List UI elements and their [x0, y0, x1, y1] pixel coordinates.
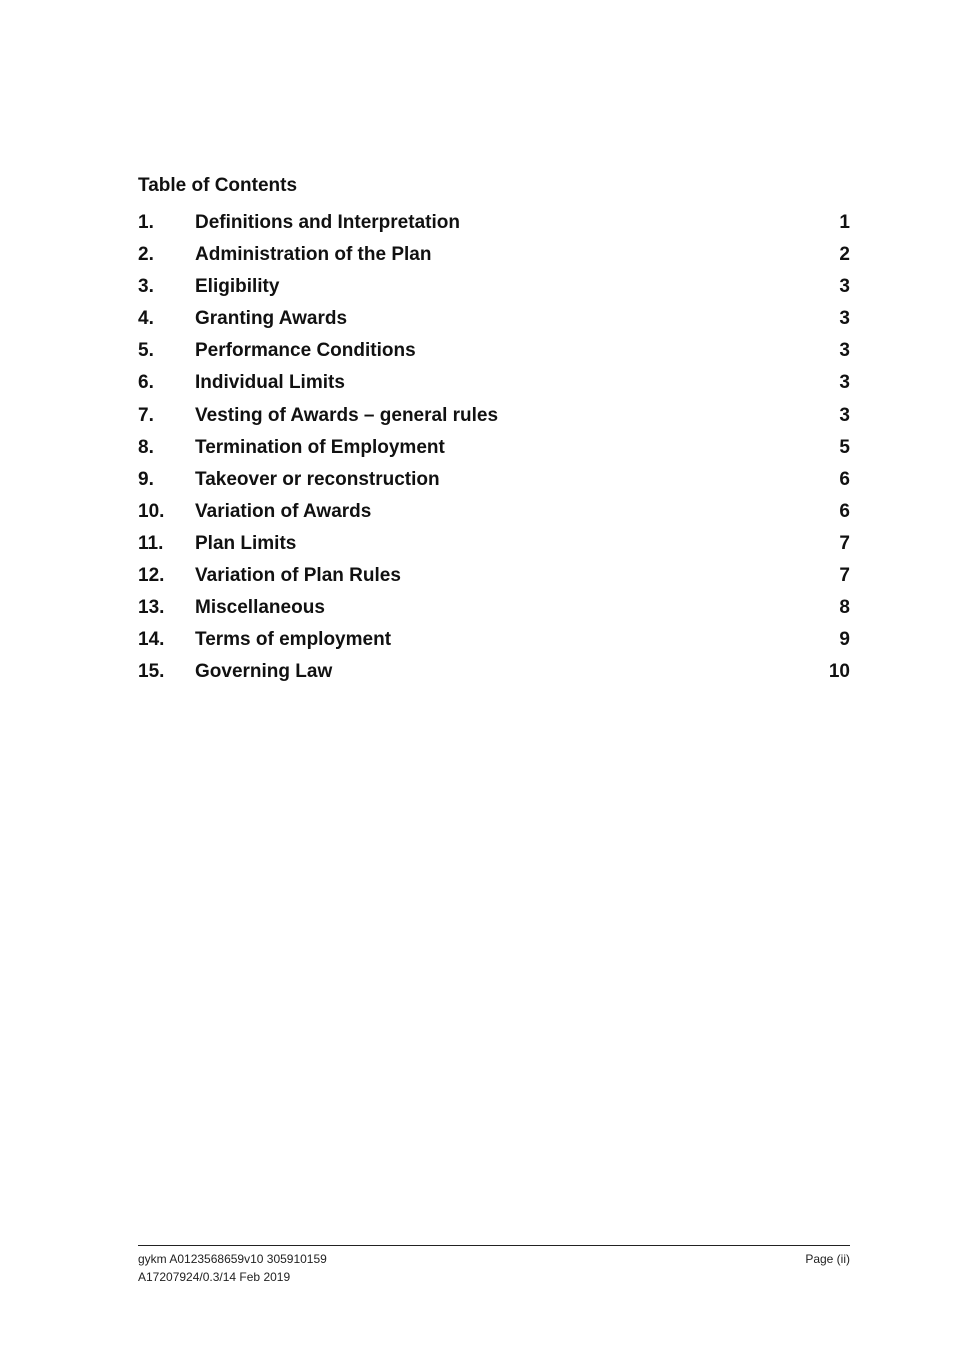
- toc-entry[interactable]: [138, 372, 850, 404]
- footer-doc-ref: gykm A0123568659v10 305910159: [138, 1252, 327, 1266]
- toc-entry-page[interactable]: 1: [839, 212, 850, 233]
- toc-entry-title[interactable]: Vesting of Awards – general rules: [195, 404, 499, 426]
- toc-entry-number: 1.: [138, 212, 154, 233]
- toc-entry[interactable]: [138, 212, 850, 244]
- toc-entry[interactable]: [138, 437, 850, 469]
- toc-entry[interactable]: [138, 405, 850, 437]
- toc-entry-number: 8.: [138, 436, 154, 458]
- toc-entry[interactable]: [138, 501, 850, 533]
- toc-entry-page[interactable]: 3: [839, 308, 850, 330]
- toc-entry-number: 9.: [138, 468, 154, 490]
- toc-entry-number: 3.: [138, 276, 154, 298]
- toc-entry-page[interactable]: 5: [839, 436, 850, 458]
- toc-entry-page[interactable]: 3: [839, 276, 850, 298]
- toc-entry-title[interactable]: Eligibility: [195, 276, 280, 298]
- toc-entry[interactable]: [138, 308, 850, 340]
- toc-entry-number: 14.: [138, 629, 165, 651]
- toc-entry[interactable]: [138, 244, 850, 276]
- toc-entry-number: 6.: [138, 372, 154, 394]
- footer-row-1: [138, 1250, 850, 1268]
- toc-entry-page[interactable]: 8: [839, 597, 850, 619]
- toc-entry[interactable]: [138, 597, 850, 629]
- footer-row-2: [138, 1268, 850, 1286]
- toc-entry-page[interactable]: 6: [839, 500, 850, 522]
- toc-entry-title[interactable]: Terms of employment: [195, 629, 392, 651]
- toc-entry-title[interactable]: Termination of Employment: [195, 436, 445, 458]
- toc-entry[interactable]: [138, 661, 850, 693]
- toc-entry-number: 12.: [138, 565, 165, 587]
- toc-entry-title[interactable]: Governing Law: [195, 661, 333, 683]
- toc-entry-page[interactable]: 6: [839, 468, 850, 490]
- toc-entry[interactable]: [138, 629, 850, 661]
- toc-entry[interactable]: [138, 533, 850, 565]
- toc-entry-title[interactable]: Administration of the Plan: [195, 244, 432, 266]
- toc-title: Table of Contents: [138, 175, 298, 196]
- toc-entry-page[interactable]: 7: [839, 565, 850, 587]
- toc-entry-number: 15.: [138, 661, 165, 683]
- page-footer: [138, 1245, 850, 1286]
- toc-entry-page[interactable]: 3: [839, 404, 850, 426]
- toc-entry-page[interactable]: 3: [839, 340, 850, 362]
- toc-entry[interactable]: [138, 340, 850, 372]
- footer-version-ref: A17207924/0.3/14 Feb 2019: [138, 1270, 291, 1284]
- toc-entry-number: 5.: [138, 340, 154, 362]
- toc-entry-page[interactable]: 2: [839, 244, 850, 266]
- toc-entry-title[interactable]: Plan Limits: [195, 532, 297, 554]
- table-of-contents: [138, 174, 850, 693]
- toc-entry-title[interactable]: Miscellaneous: [195, 597, 325, 619]
- toc-entry-title[interactable]: Takeover or reconstruction: [195, 468, 440, 490]
- toc-entry-number: 2.: [138, 244, 154, 266]
- toc-entry-title[interactable]: Definitions and Interpretation: [195, 212, 460, 233]
- toc-entry-number: 4.: [138, 308, 154, 330]
- toc-entry-title[interactable]: Variation of Plan Rules: [195, 565, 401, 587]
- toc-entry-title[interactable]: Granting Awards: [195, 308, 348, 330]
- toc-entry-page[interactable]: 3: [839, 372, 850, 394]
- toc-entry-number: 11.: [138, 532, 164, 554]
- toc-entry-page[interactable]: 9: [839, 629, 850, 651]
- toc-entry-title[interactable]: Individual Limits: [195, 372, 345, 394]
- toc-entry-number: 7.: [138, 404, 154, 426]
- toc-entry-title[interactable]: Performance Conditions: [195, 340, 416, 362]
- toc-entry-number: 13.: [138, 597, 165, 619]
- toc-entry[interactable]: [138, 276, 850, 308]
- toc-list: [138, 212, 850, 693]
- toc-entry-page[interactable]: 7: [839, 532, 850, 554]
- footer-page-label: Page (ii): [805, 1252, 850, 1266]
- toc-entry-page[interactable]: 10: [828, 661, 850, 683]
- toc-entry-title[interactable]: Variation of Awards: [195, 500, 372, 522]
- toc-entry[interactable]: [138, 469, 850, 501]
- toc-entry[interactable]: [138, 565, 850, 597]
- toc-entry-number: 10.: [138, 500, 165, 522]
